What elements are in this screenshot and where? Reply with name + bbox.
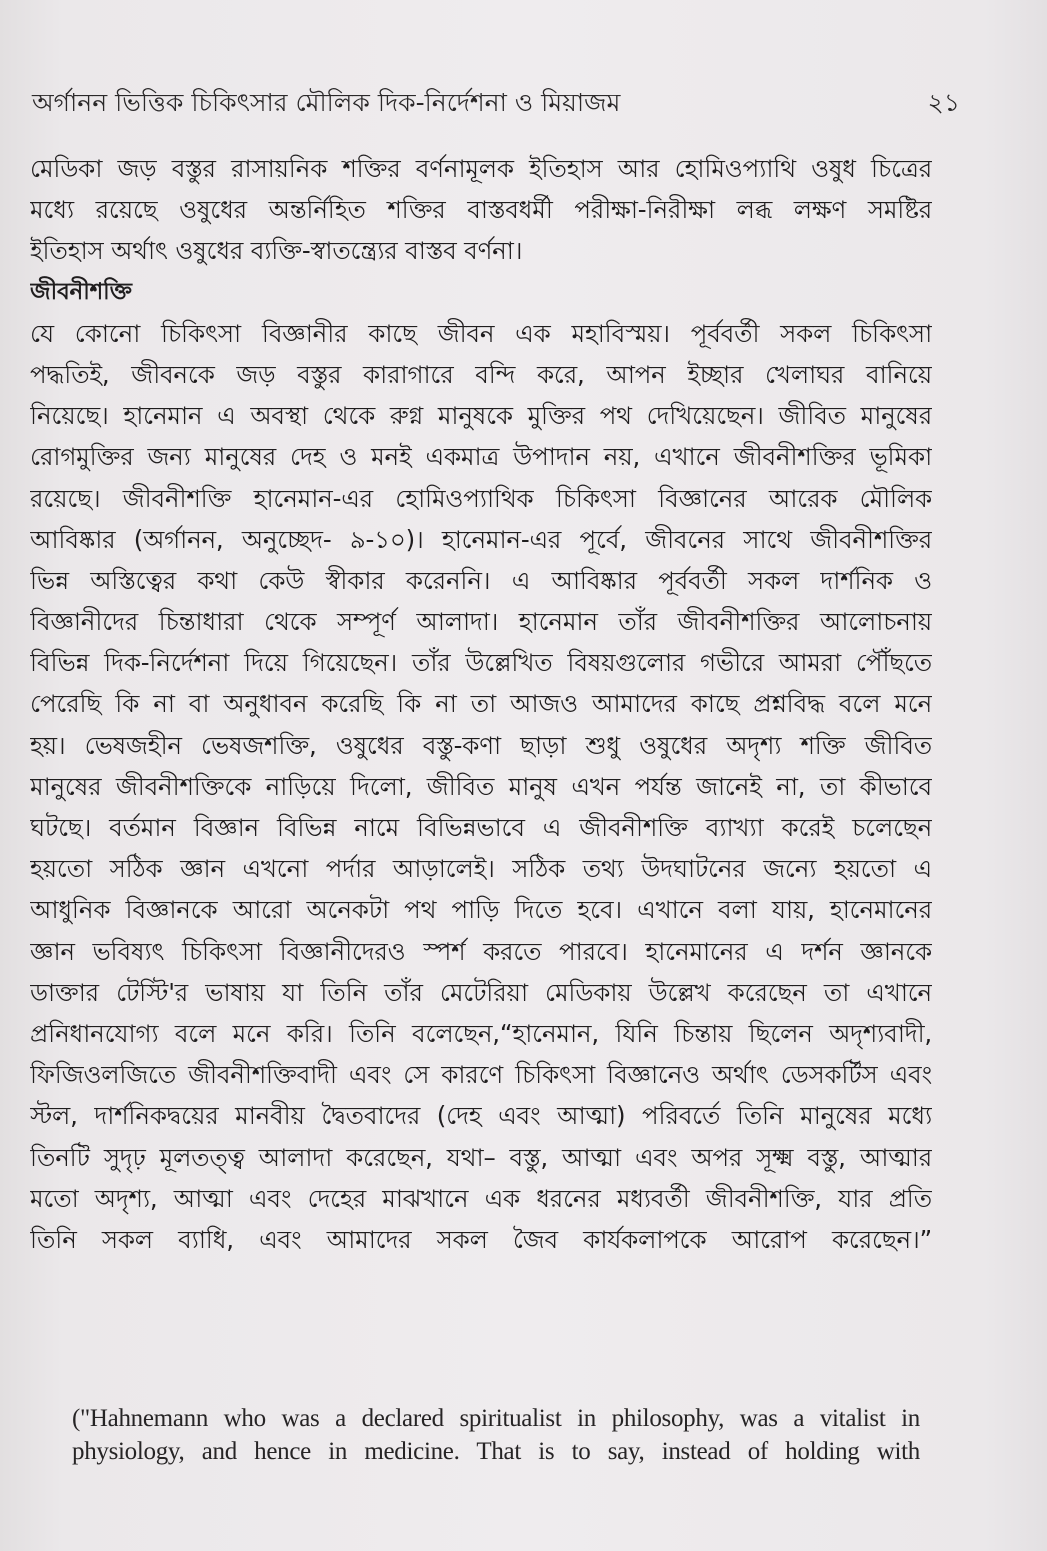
quote-line: physiology, and hence in medicine. That is to say, instead of holding with [72,1438,920,1465]
text-line: ডাক্তার টেস্টি'র ভাষায় যা তিনি তাঁর মেটেরিয়া মেডিকায় উল্লেখ করেছেন তা এখানে [30,977,932,1007]
text-line: পদ্ধতিই, জীবনকে জড় বস্তুর কারাগারে বন্দি করে, আপন ইচ্ছার খেলাঘর বানিয়ে [30,359,932,389]
text-line: প্রনিধানযোগ্য বলে মনে করি। তিনি বলেছেন,“হানেমান, যিনি চিন্তায় ছিলেন অদৃশ্যবাদী, [30,1018,932,1048]
text-line: নিয়েছে। হানেমান এ অবস্থা থেকে রুগ্ন মানুষকে মুক্তির পথ দেখিয়েছেন। জীবিত মানুষের [30,401,932,431]
text-line: স্টল, দার্শনিকদ্বয়ের মানবীয় দ্বৈতবাদের (দেহ এবং আত্মা) পরিবর্তে তিনি মানুষের মধ্যে [30,1101,932,1131]
quote-line: ("Hahnemann who was a declared spiritualist in philosophy, was a vitalist in [72,1405,920,1432]
page-number: ২১ [927,87,960,117]
text-line: মতো অদৃশ্য, আত্মা এবং দেহের মাঝখানে এক ধরনের মধ্যবর্তী জীবনীশক্তি, যার প্রতি [30,1183,932,1213]
text-line: রয়েছে। জীবনীশক্তি হানেমান-এর হোমিওপ্যাথিক চিকিৎসা বিজ্ঞানের আরেক মৌলিক [30,483,932,513]
chapter-title: অর্গানন ভিত্তিক চিকিৎসার মৌলিক দিক-নির্দেশনা ও মিয়াজম [32,87,621,117]
text-line: রোগমুক্তির জন্য মানুষের দেহ ও মনই একমাত্র উপাদান নয়, এখানে জীবনীশক্তির ভূমিকা [30,442,932,472]
text-line: বিজ্ঞানীদের চিন্তাধারা থেকে সম্পূর্ণ আলাদা। হানেমান তাঁর জীবনীশক্তির আলোচনায় [30,607,932,637]
running-head [32,84,962,124]
body-text [30,148,932,1260]
section-heading: জীবনীশক্তি [30,278,132,305]
text-line: হয়তো সঠিক জ্ঞান এখনো পর্দার আড়ালেই। সঠিক তথ্য উদঘাটনের জন্যে হয়তো এ [30,854,932,884]
text-line: মধ্যে রয়েছে ওষুধের অন্তর্নিহিত শক্তির বাস্তবধর্মী পরীক্ষা-নিরীক্ষা লব্ধ লক্ষণ সমষ্টির [30,195,932,225]
text-line: ঘটছে। বর্তমান বিজ্ঞান বিভিন্ন নামে বিভিন্নভাবে এ জীবনীশক্তি ব্যাখ্যা করেই চলেছেন [30,813,932,842]
text-line: তিনি সকল ব্যাধি, এবং আমাদের সকল জৈব কার্যকলাপকে আরোপ করেছেন।” [30,1224,932,1254]
text-line: জ্ঞান ভবিষ্যৎ চিকিৎসা বিজ্ঞানীদেরও স্পর্শ করতে পারবে। হানেমানের এ দর্শন জ্ঞানকে [30,936,932,966]
paragraph-intro [30,148,932,272]
text-line: আবিষ্কার (অর্গানন, অনুচ্ছেদ- ৯-১০)। হানেমান-এর পূর্বে, জীবনের সাথে জীবনীশক্তির [30,524,932,554]
text-line: যে কোনো চিকিৎসা বিজ্ঞানীর কাছে জীবন এক মহাবিস্ময়। পূর্ববর্তী সকল চিকিৎসা [30,318,932,348]
text-line: মেডিকা জড় বস্তুর রাসায়নিক শক্তির বর্ণনামূলক ইতিহাস আর হোমিওপ্যাথি ওষুধ চিত্রের [30,154,932,183]
text-line: ভিন্ন অস্তিত্বের কথা কেউ স্বীকার করেননি। এ আবিষ্কার পূর্ববর্তী সকল দার্শনিক ও [30,565,932,595]
text-line: আধুনিক বিজ্ঞানকে আরো অনেকটা পথ পাড়ি দিতে হবে। এখানে বলা যায়, হানেমানের [30,895,932,925]
text-line: ফিজিওলজিতে জীবনীশক্তিবাদী এবং সে কারণে চিকিৎসা বিজ্ঞানেও অর্থাৎ ডেসকর্টিস এবং [30,1060,932,1090]
text-line: হয়। ভেষজহীন ভেষজশক্তি, ওষুধের বস্তু-কণা ছাড়া শুধু ওষুধের অদৃশ্য শক্তি জীবিত [30,730,932,760]
text-line: তিনটি সুদৃঢ় মূলতত্ত্ব আলাদা করেছেন, যথা– বস্তু, আত্মা এবং অপর সূক্ষ্ম বস্তু, আত্মার [30,1142,932,1172]
english-quote [72,1402,920,1468]
text-line: পেরেছি কি না বা অনুধাবন করেছি কি না তা আজও আমাদের কাছে প্রশ্নবিদ্ধ বলে মনে [30,689,932,719]
paragraph-vital-force [30,313,932,1260]
text-line: মানুষের জীবনীশক্তিকে নাড়িয়ে দিলো, জীবিত মানুষ এখন পর্যন্ত জানেই না, তা কীভাবে [30,771,932,801]
text-line: বিভিন্ন দিক-নির্দেশনা দিয়ে গিয়েছেন। তাঁর উল্লেখিত বিষয়গুলোর গভীরে আমরা পৌঁছতে [30,648,932,678]
text-line: ইতিহাস অর্থাৎ ওষুধের ব্যক্তি-স্বাতন্ত্র্যের বাস্তব বর্ণনা। [30,236,523,266]
